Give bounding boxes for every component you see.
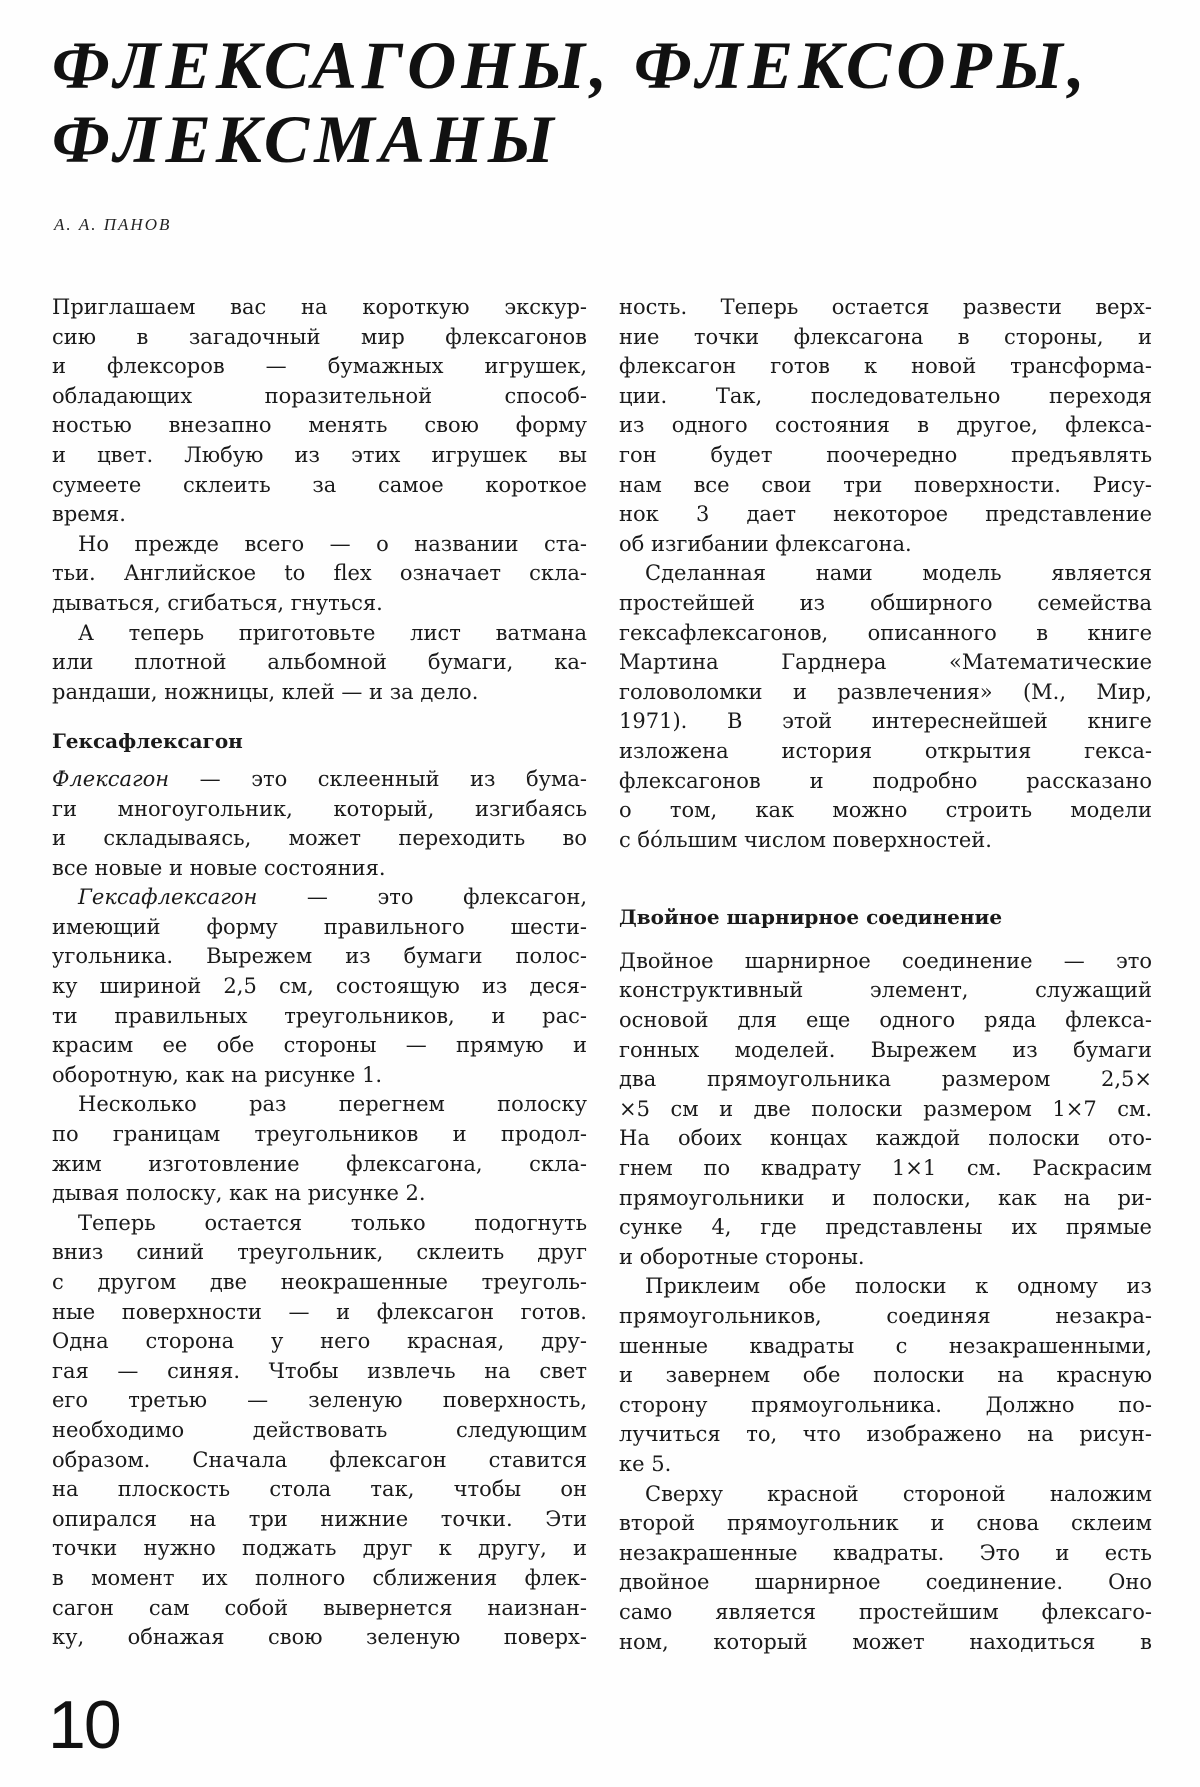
text-line: гонных моделей. Вырежем из бумаги xyxy=(619,1037,1152,1062)
text-line: по границам треугольников и продол- xyxy=(52,1122,587,1147)
text-line: Мартина Гарднера «Математические xyxy=(619,650,1152,675)
text-line: и оборотные стороны. xyxy=(619,1244,865,1269)
italic-term: Гексафлексагон xyxy=(78,885,258,910)
text-line: прямоугольники и полоски, как на ри- xyxy=(619,1185,1152,1210)
text-line: ностью внезапно менять свою форму xyxy=(52,413,587,438)
text-line: сию в загадочный мир флексагонов xyxy=(52,324,587,349)
paragraph xyxy=(52,1090,587,1208)
text-line: два прямоугольника размером 2,5× xyxy=(619,1067,1152,1092)
paragraph xyxy=(52,619,587,708)
text-line-rest: — это склеенный из бума- xyxy=(169,766,587,791)
text-line: нам все свои три поверхности. Рису- xyxy=(619,472,1152,497)
text-line: гексафлексагонов, описанного в книге xyxy=(619,620,1152,645)
author-byline: А. А. ПАНОВ xyxy=(54,215,172,234)
text-line: гая — синяя. Чтобы извлечь на свет xyxy=(52,1358,587,1383)
text-line: второй прямоугольник и снова склеим xyxy=(619,1511,1152,1536)
text-line: сунке 4, где представлены их прямые xyxy=(619,1215,1152,1240)
text-line: двойное шарнирное соединение. Оно xyxy=(619,1570,1152,1595)
text-line: необходимо действовать следующим xyxy=(52,1417,587,1442)
paragraph xyxy=(619,559,1152,855)
text-line: имеющий форму правильного шести- xyxy=(52,914,587,939)
page-number: 10 xyxy=(48,1687,120,1763)
text-line: ции. Так, последовательно переходя xyxy=(619,383,1152,408)
italic-term: Флексагон xyxy=(52,766,170,791)
text-line: ку, обнажая свою зеленую поверх- xyxy=(52,1625,587,1650)
text-line: красим ее обе стороны — прямую и xyxy=(52,1033,587,1058)
text-line: сторону прямоугольника. Должно по- xyxy=(619,1392,1152,1417)
text-line: рандаши, ножницы, клей — и за дело. xyxy=(52,679,479,704)
title-line-1: ФЛЕКСАГОНЫ, ФЛЕКСОРЫ, xyxy=(52,27,1090,103)
title-line-2: ФЛЕКСМАНЫ xyxy=(52,101,559,177)
text-line: А теперь приготовьте лист ватмана xyxy=(78,620,587,645)
text-line: опирался на три нижние точки. Эти xyxy=(52,1506,587,1531)
text-line: ку шириной 2,5 см, состоящую из деся- xyxy=(52,974,587,999)
paragraph xyxy=(52,530,587,619)
paragraph xyxy=(619,1272,1152,1479)
text-line: Теперь остается только подогнуть xyxy=(78,1210,587,1235)
text-line: шенные квадраты с незакрашенными, xyxy=(619,1333,1152,1358)
text-line: обладающих поразительной способ- xyxy=(52,383,587,408)
text-line: ×5 см и две полоски размером 1×7 см. xyxy=(619,1096,1152,1121)
text-line: простейшей из обширного семейства xyxy=(619,590,1152,615)
text-line xyxy=(52,765,587,795)
text-line: Двойное шарнирное соединение — это xyxy=(619,948,1152,973)
text-line: дывая полоску, как на рисунке 2. xyxy=(52,1181,426,1206)
text-line: флексагон готов к новой трансформа- xyxy=(619,354,1152,379)
text-line: гон будет поочередно предъявлять xyxy=(619,442,1152,467)
text-line: конструктивный элемент, служащий xyxy=(619,978,1152,1003)
text-line: о том, как можно строить модели xyxy=(619,798,1152,823)
text-line: и складываясь, может переходить во xyxy=(52,826,587,851)
right-column xyxy=(619,293,1152,1657)
text-line: На обоих концах каждой полоски ото- xyxy=(619,1126,1152,1151)
text-line-rest: — это флексагон, xyxy=(257,885,587,910)
text-line: с другом две неокрашенные треуголь- xyxy=(52,1270,587,1294)
text-line: само является простейшим флексаго- xyxy=(619,1599,1152,1624)
text-line: или плотной альбомной бумаги, ка- xyxy=(52,650,587,675)
paragraph xyxy=(52,883,587,1090)
text-line: Приглашаем вас на короткую экскур- xyxy=(52,295,587,319)
section-heading: Двойное шарнирное соединение xyxy=(619,905,1003,930)
paragraph xyxy=(52,765,587,883)
text-line: в момент их полного сближения флек- xyxy=(52,1565,587,1590)
paragraph xyxy=(52,293,587,530)
text-line: Одна сторона у него красная, дру- xyxy=(52,1329,587,1354)
text-line: жим изготовление флексагона, скла- xyxy=(52,1151,587,1176)
text-line: нок 3 дает некоторое представление xyxy=(619,502,1152,527)
text-line: ность. Теперь остается развести верх- xyxy=(619,295,1152,319)
text-line: лучиться то, что изображено на рисун- xyxy=(619,1422,1152,1447)
text-line: 1971). В этой интереснейшей книге xyxy=(619,709,1152,734)
text-line: Сверху красной стороной наложим xyxy=(645,1481,1152,1506)
text-line: тьи. Английское to flex означает скла- xyxy=(52,561,587,586)
text-line: ги многоугольник, который, изгибаясь xyxy=(52,796,587,821)
text-line: ние точки флексагона в стороны, и xyxy=(619,324,1152,349)
text-line: время. xyxy=(52,502,126,527)
text-line: угольника. Вырежем из бумаги полос- xyxy=(52,944,587,969)
text-line: основой для еще одного ряда флекса- xyxy=(619,1008,1152,1033)
text-line: все новые и новые состояния. xyxy=(52,855,386,880)
text-line: на плоскость стола так, чтобы он xyxy=(52,1477,587,1502)
text-line: флексагонов и подробно рассказано xyxy=(619,768,1152,793)
section-heading: Гексафлексагон xyxy=(52,729,243,754)
text-line: образом. Сначала флексагон ставится xyxy=(52,1447,587,1472)
text-line: ные поверхности — и флексагон готов. xyxy=(52,1299,587,1324)
text-line: об изгибании флексагона. xyxy=(619,531,912,556)
text-line: ти правильных треугольников, и рас- xyxy=(52,1003,587,1028)
text-line: и цвет. Любую из этих игрушек вы xyxy=(52,442,587,467)
article-title xyxy=(52,28,1090,176)
text-line: сагон сам собой вывернется наизнан- xyxy=(52,1595,587,1620)
text-line: сумеете склеить за самое короткое xyxy=(52,472,587,497)
text-line: дываться, сгибаться, гнуться. xyxy=(52,590,383,615)
paragraph xyxy=(52,1209,587,1653)
paragraph xyxy=(619,1480,1152,1658)
text-line: вниз синий треугольник, склеить друг xyxy=(52,1240,587,1265)
left-column xyxy=(52,293,587,1653)
text-line: головоломки и развлечения» (М., Мир, xyxy=(619,679,1152,704)
text-line: прямоугольников, соединяя незакра- xyxy=(619,1304,1152,1328)
text-line xyxy=(52,883,587,913)
text-line: незакрашенные квадраты. Это и есть xyxy=(619,1540,1152,1565)
text-line: и завернем обе полоски на красную xyxy=(619,1363,1152,1388)
text-line: изложена история открытия гекса- xyxy=(619,738,1152,763)
text-line: Приклеим обе полоски к одному из xyxy=(645,1274,1152,1299)
text-line: Несколько раз перегнем полоску xyxy=(78,1092,587,1117)
text-line: его третью — зеленую поверхность, xyxy=(52,1388,587,1413)
text-line: и флексоров — бумажных игрушек, xyxy=(52,354,587,379)
text-line: из одного состояния в другое, флекса- xyxy=(619,413,1152,438)
text-line: Но прежде всего — о названии ста- xyxy=(78,531,587,556)
paragraph xyxy=(619,947,1152,1273)
text-line: ном, который может находиться в xyxy=(619,1629,1152,1654)
text-line: гнем по квадрату 1×1 см. Раскрасим xyxy=(619,1156,1152,1181)
text-line: с бóльшим числом поверхностей. xyxy=(619,827,992,852)
text-line: точки нужно поджать друг к другу, и xyxy=(52,1536,587,1561)
text-line: ке 5. xyxy=(619,1451,672,1476)
paragraph xyxy=(619,293,1152,559)
text-line: оборотную, как на рисунке 1. xyxy=(52,1062,383,1087)
text-line: Сделанная нами модель является xyxy=(645,561,1152,586)
